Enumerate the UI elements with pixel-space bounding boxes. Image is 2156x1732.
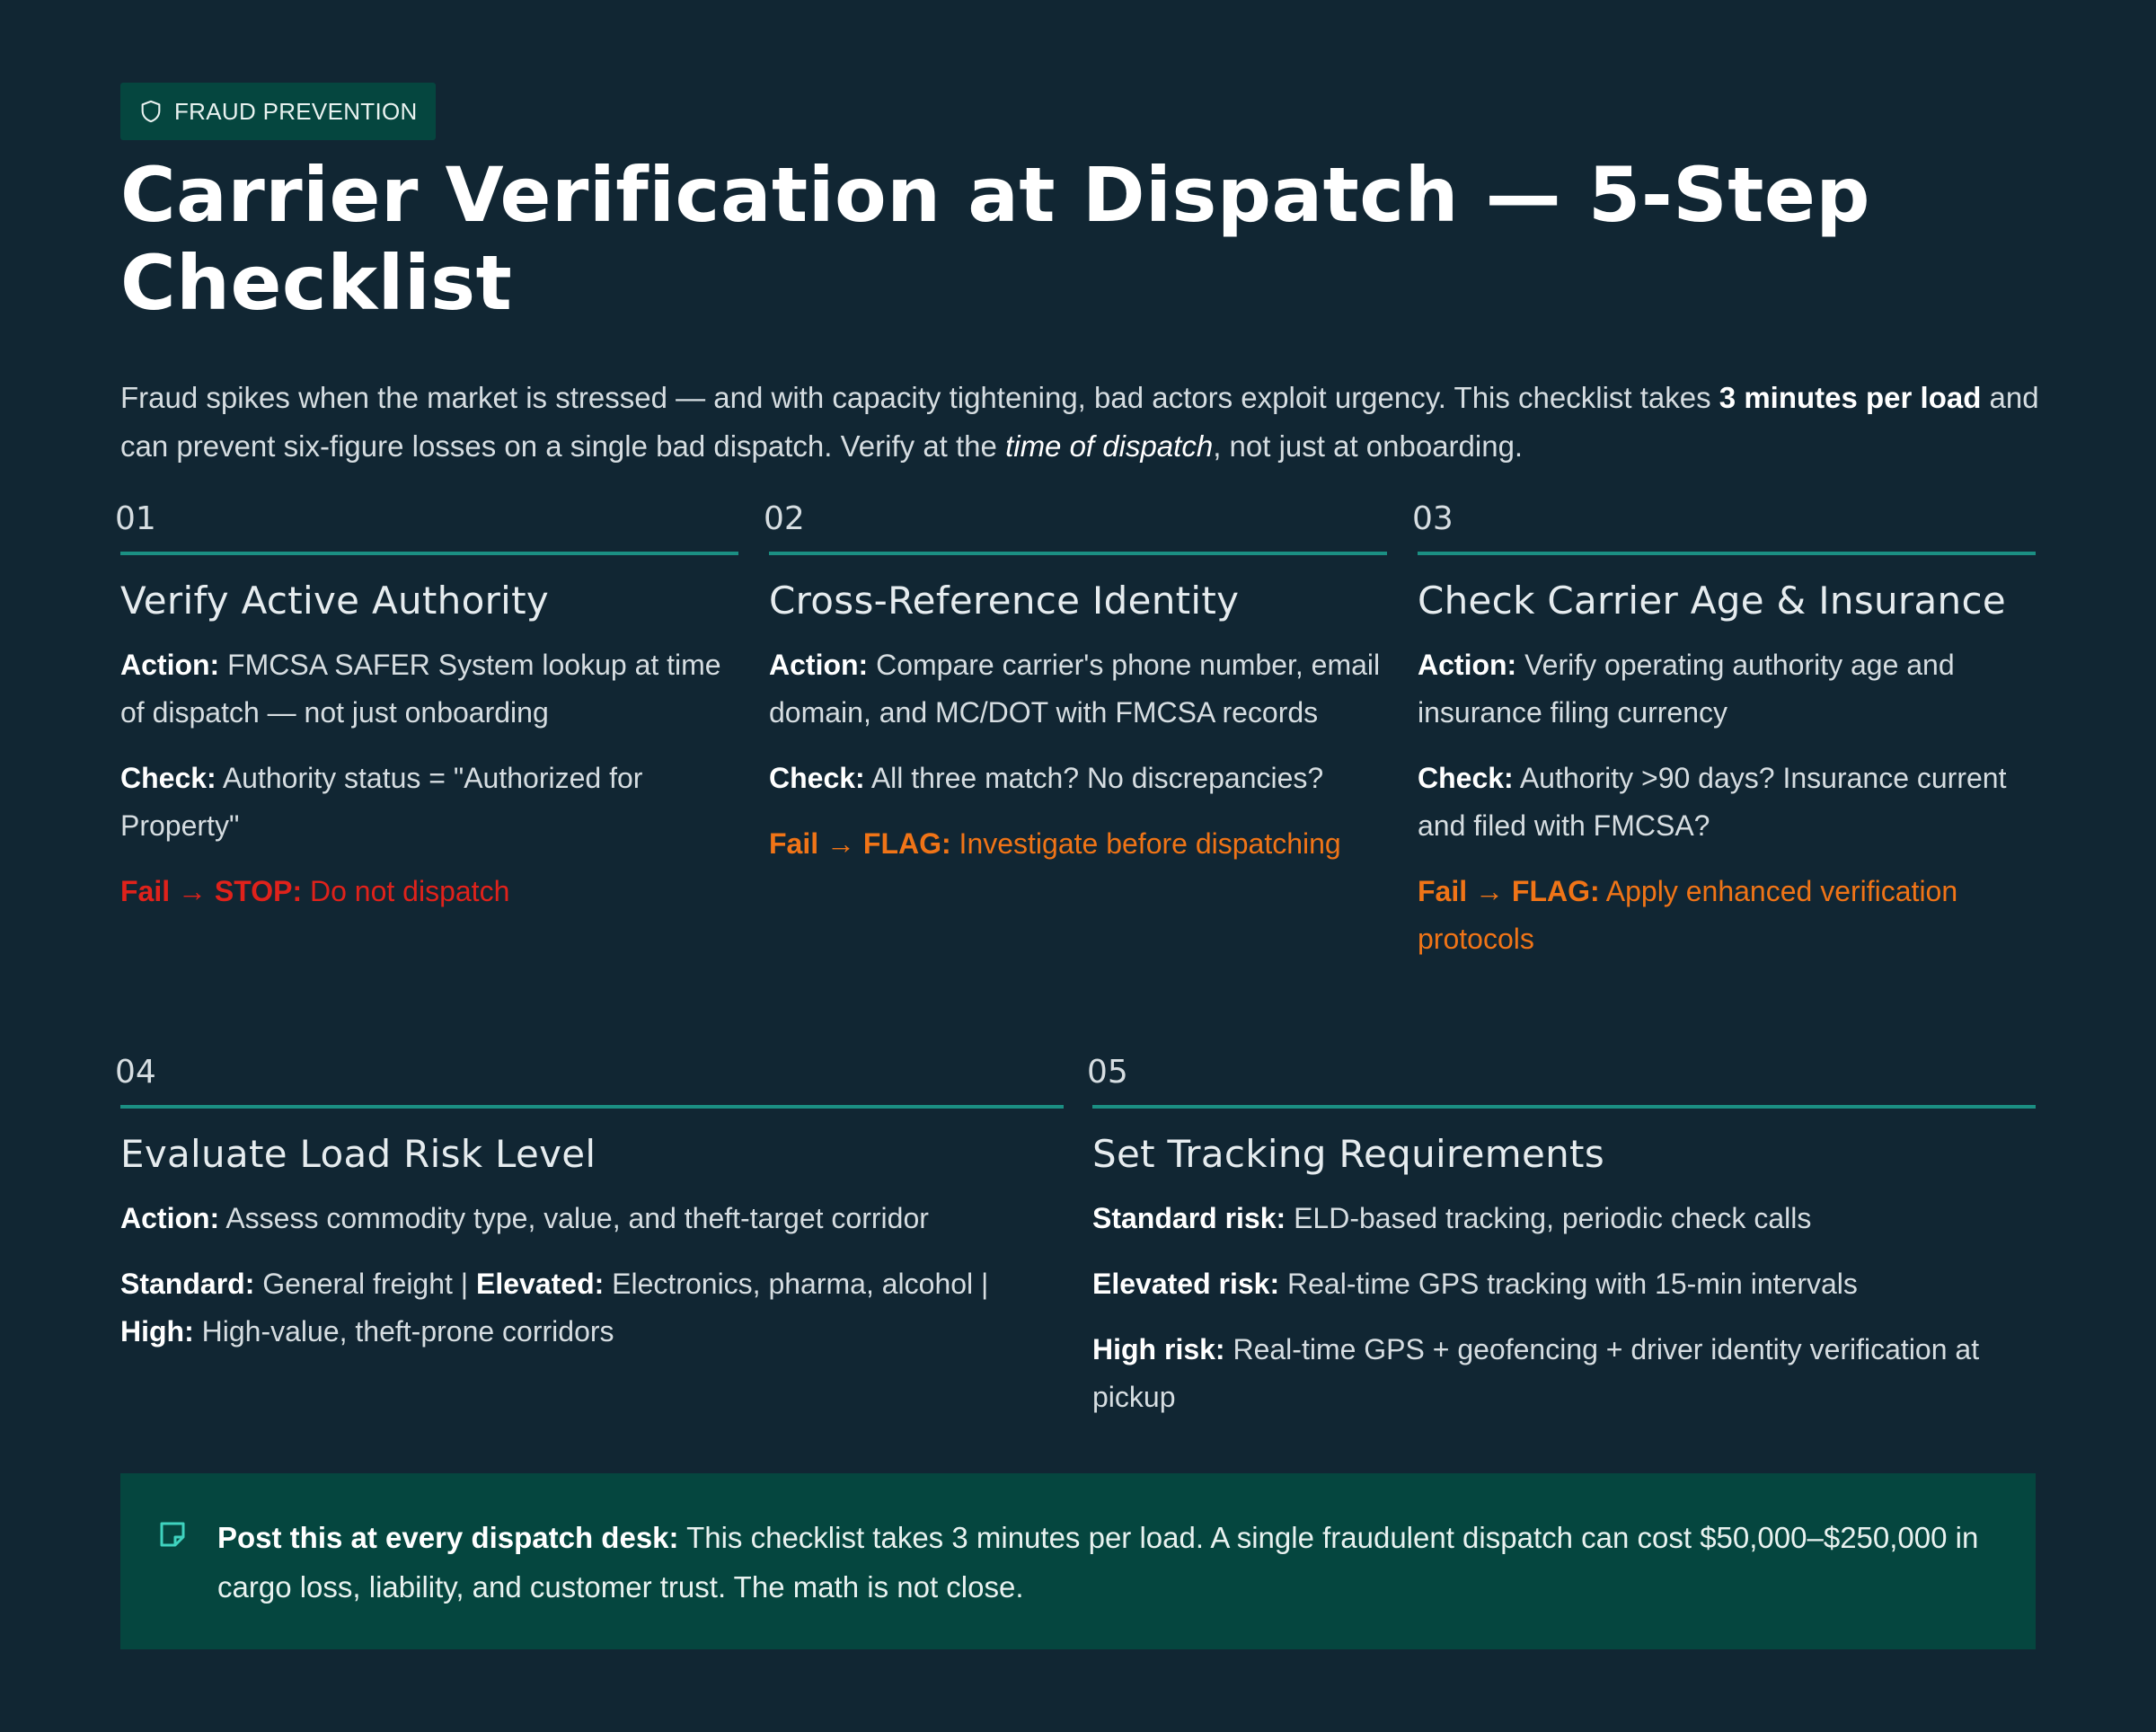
step-02 — [764, 499, 1387, 886]
step-check: Check: Authority >90 days? Insurance current and filed with FMCSA? — [1418, 762, 2007, 842]
step-number: 02 — [764, 500, 805, 537]
step-check: Check: All three match? No discrepancies? — [769, 762, 1324, 794]
step-title: Evaluate Load Risk Level — [120, 1132, 596, 1176]
intro-bold: 3 minutes per load — [1719, 381, 1982, 414]
page-title: Carrier Verification at Dispatch — 5-Step Checklist — [120, 151, 1870, 327]
step-fail: Fail → FLAG: Investigate before dispatching — [769, 827, 1341, 860]
step-action: Action: Assess commodity type, value, and theft-target corridor — [120, 1202, 929, 1234]
step-high-risk: High risk: Real-time GPS + geofencing + driver identity verification at pickup — [1092, 1333, 1980, 1413]
step-fail: Fail → STOP: Do not dispatch — [120, 875, 510, 907]
step-divider — [769, 552, 1387, 555]
step-number: 05 — [1087, 1054, 1128, 1091]
step-divider — [120, 1105, 1064, 1109]
step-title: Check Carrier Age & Insurance — [1418, 579, 2006, 623]
step-action: Action: Verify operating authority age and insurance filing currency — [1418, 649, 1955, 729]
step-title: Cross-Reference Identity — [769, 579, 1240, 623]
step-action: Action: FMCSA SAFER System lookup at time of dispatch — not just onboarding — [120, 649, 721, 729]
step-05 — [1087, 1053, 2036, 1439]
shield-icon — [138, 99, 163, 124]
callout-text: Post this at every dispatch desk: This checklist takes 3 minutes per load. A single fraudulent dispatch can cost $50,000–$250,000 in cargo loss, liability, and customer trust. The math is not close. — [217, 1521, 1979, 1604]
note-icon — [156, 1518, 189, 1551]
step-number: 03 — [1412, 500, 1454, 537]
step-risk-levels: Standard: General freight | Elevated: Electronics, pharma, alcohol | High: High-value, theft-prone corridors — [120, 1268, 989, 1348]
step-title: Verify Active Authority — [120, 579, 550, 623]
step-check: Check: Authority status = "Authorized for Property" — [120, 762, 643, 842]
step-divider — [1092, 1105, 2036, 1109]
step-04 — [115, 1053, 1064, 1374]
callout-box — [120, 1473, 2036, 1649]
category-tag — [120, 83, 436, 140]
intro-paragraph: Fraud spikes when the market is stressed — and with capacity tightening, bad actors exploit urgency. This checklist takes 3 minutes per load and can prevent six-figure losses on a single bad dispatch. Verify at the time of dispatch, not just at onboarding. — [120, 381, 2039, 463]
step-standard-risk: Standard risk: ELD-based tracking, periodic check calls — [1092, 1202, 1812, 1234]
step-number: 04 — [115, 1054, 156, 1091]
step-number: 01 — [115, 500, 156, 537]
intro-italic: time of dispatch — [1005, 429, 1214, 463]
category-tag-label: FRAUD PREVENTION — [174, 97, 418, 125]
step-03 — [1412, 499, 2036, 981]
step-fail: Fail → FLAG: Apply enhanced verification protocols — [1418, 875, 1958, 955]
step-divider — [120, 552, 738, 555]
step-elevated-risk: Elevated risk: Real-time GPS tracking with 15-min intervals — [1092, 1268, 1858, 1300]
step-action: Action: Compare carrier's phone number, email domain, and MC/DOT with FMCSA records — [769, 649, 1381, 729]
step-title: Set Tracking Requirements — [1092, 1132, 1605, 1176]
step-divider — [1418, 552, 2036, 555]
step-01 — [115, 499, 738, 933]
